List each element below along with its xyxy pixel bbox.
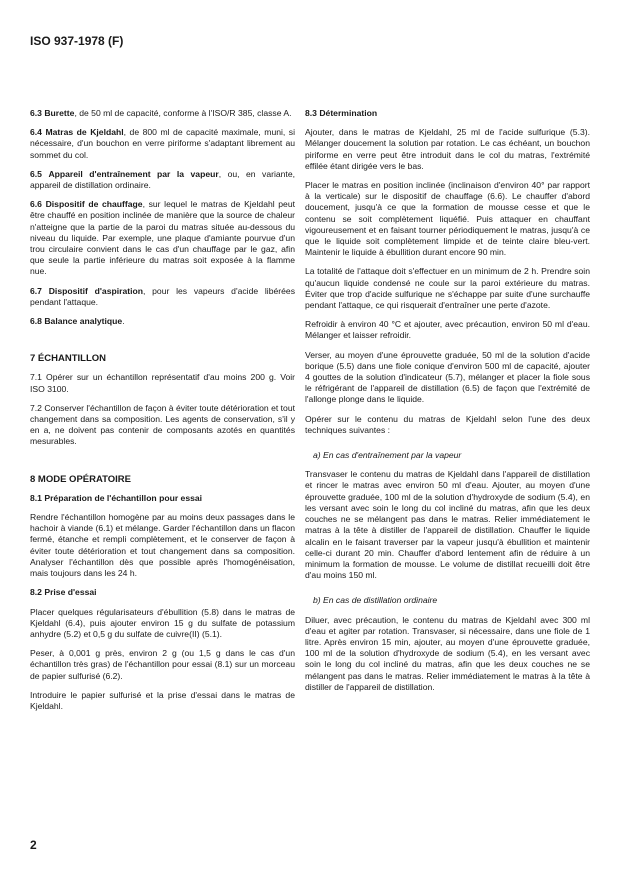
item-6-6: 6.6 Dispositif de chauffage, sur lequel le matras de Kjeldahl peut être chauffé en position inclinée de manière que la source de chaleur n'atteigne que la partie de la paroi du matras située au-dessous du niveau du liquide. Par exemple, une plaque d'amiante pourvue d'un trou circulaire convient dans le cas d'un chauffage par le gaz, afin que seule la partie inférieure du matras soit exposée à la flamme nue. bbox=[30, 199, 296, 277]
para-7-2: 7.2 Conserver l'échantillon de façon à éviter toute détérioration et tout changement dans sa composition. Les agents de conservation, s'il y en a, ne doivent pas contenir de composants azotés en quantités mesurables. bbox=[30, 402, 295, 447]
document-header: ISO 937-1978 (F) bbox=[30, 34, 124, 48]
para-8-3-5: Verser, au moyen d'une éprouvette graduée, 50 ml de la solution d'acide borique (5.5) dans une fiole conique d'environ 500 ml de capacité, ajouter 4 gouttes de la solution d'indicateur (5.7), mélanger et placer la fiole sous le réfrigérant de l'appareil de distillation (6.5) de façon que l'extrémité de l'allonge plonge dans le liquide. bbox=[305, 349, 590, 405]
right-column bbox=[305, 108, 590, 701]
para-8-3-1: Ajouter, dans le matras de Kjeldahl, 25 ml de l'acide sulfurique (5.3). Mélanger doucement la solution par rotation. Le cas échéant, un bouchon piriforme en verre peut être introduit dans le col du matras, l'extrémité effilée étant dirigée vers le bas. bbox=[305, 127, 590, 171]
alternative-b-heading: b) En cas de distillation ordinaire bbox=[313, 595, 438, 606]
para-8-3-6: Opérer sur le contenu du matras de Kjeldahl selon l'une des deux techniques suivantes : bbox=[305, 413, 590, 435]
item-6-3: 6.3 Burette, de 50 ml de capacité, conforme à l'ISO/R 385, classe A. bbox=[30, 108, 292, 118]
para-8-2-c: Introduire le papier sulfurisé et la prise d'essai dans le matras de Kjeldahl. bbox=[30, 689, 295, 711]
para-7-1: 7.1 Opérer sur un échantillon représentatif d'au moins 200 g. Voir ISO 3100. bbox=[30, 372, 295, 394]
left-column bbox=[30, 108, 295, 720]
para-8-2-b: Peser, à 0,001 g près, environ 2 g (ou 1,5 g dans le cas d'un échantillon très gras) de l'échantillon pour essai (8.1) sur un morceau de papier sulfurisé (6.2). bbox=[30, 648, 295, 681]
item-6-7: 6.7 Dispositif d'aspiration, pour les vapeurs d'acide libérées pendant l'attaque. bbox=[30, 285, 295, 307]
para-8-3-2: Placer le matras en position inclinée (inclinaison d'environ 40° par rapport à la verticale) sur le dispositif de chauffage (6.6). Le chauffer d'abord doucement, jusqu'à ce que la formation de mousse cesse et que le contenu se soit complètement liquéfié. Puis attaquer en chauffant vigoureusement et en faisant tourner périodiquement le matras, jusqu'à ce que le liquide soit complètement limpide et de teinte claire bleu-vert. Maintenir le liquide à ébullition durant encore 90 min. bbox=[305, 180, 590, 258]
page-number: 2 bbox=[30, 838, 37, 852]
section-8-heading: 8 MODE OPÉRATOIRE bbox=[30, 473, 131, 485]
para-alternative-b: Diluer, avec précaution, le contenu du matras de Kjeldahl avec 300 ml d'eau et agiter par rotation. Transvaser, si nécessaire, dans une fiole de 1 litre. Après environ 15 min, ajouter, au moyen d'une éprouvette graduée, 100 ml de la solution d'hydroxyde de sodium (5.4), en les versant avec soin le long du col incliné du matras, afin que les deux couches ne se mélangent pas dans le matras. Relier immédiatement le matras à la tête à distiller de l'appareil de distillation. bbox=[305, 614, 590, 692]
subsection-8-3-heading: 8.3 Détermination bbox=[305, 108, 378, 118]
para-alternative-a: Transvaser le contenu du matras de Kjeldahl dans l'appareil de distillation et rincer le matras avec environ 50 ml d'eau. Ajouter, au moyen d'une éprouvette graduée, 100 ml de la solution d'hydroxyde de sodium (5.4), en les versant avec soin le long du col incliné du matras, afin que les deux couches ne se mélangent pas dans le matras. Relier immédiatement le matras à la tête à distiller de l'appareil de distillation. Chauffer le liquide alcalin en le faisant traverser par la vapeur jusqu'à ébullition et maintenir celle-ci durant 20 min. Chauffer d'abord lentement afin de réduire à un minimum la formation de mousse. Le volume de distillat recueilli doit être d'au moins 150 ml. bbox=[305, 469, 590, 581]
para-8-3-4: Refroidir à environ 40 °C et ajouter, avec précaution, environ 50 ml d'eau. Mélanger et laisser refroidir. bbox=[305, 319, 590, 341]
item-6-5: 6.5 Appareil d'entraînement par la vapeur, ou, en variante, appareil de distillation ordinaire. bbox=[30, 168, 295, 191]
para-8-3-3: La totalité de l'attaque doit s'effectuer en un minimum de 2 h. Prendre soin qu'aucun liquide condensé ne coule sur la paroi extérieure du matras. Éviter que trop d'acide sulfurique ne s'échappe par suite d'une surchauffe pendant l'attaque, ce qui risquerait d'entraîner une perte d'azote. bbox=[305, 266, 590, 311]
item-6-8: 6.8 Balance analytique. bbox=[30, 316, 125, 327]
subsection-8-2-heading: 8.2 Prise d'essai bbox=[30, 587, 97, 598]
item-6-4: 6.4 Matras de Kjeldahl, de 800 ml de capacité maximale, muni, si nécessaire, d'un bouchon en verre piriforme s'adaptant librement au sommet du col. bbox=[30, 127, 296, 160]
para-8-2-a: Placer quelques régularisateurs d'ébullition (5.8) dans le matras de Kjeldahl (6.4), puis ajouter environ 15 g du sulfate de potassium anhydre (5.2) et 0,5 g du sulfate de cuivre(II) (5.1). bbox=[30, 606, 295, 639]
alternative-a-heading: a) En cas d'entraînement par la vapeur bbox=[313, 450, 462, 461]
section-7-heading: 7 ÉCHANTILLON bbox=[30, 353, 106, 365]
subsection-8-1-heading: 8.1 Préparation de l'échantillon pour essai bbox=[30, 492, 203, 503]
para-8-1: Rendre l'échantillon homogène par au moins deux passages dans le hachoir à viande (6.1) et mélange. Garder l'échantillon dans un flacon fermé, étanche et rempli complètement, et le conserver de façon à éviter toute détérioration et tout changement dans sa composition. Analyser l'échantillon dès que possible après l'homogénéisation, mais toujours dans les 24 h. bbox=[30, 512, 295, 579]
